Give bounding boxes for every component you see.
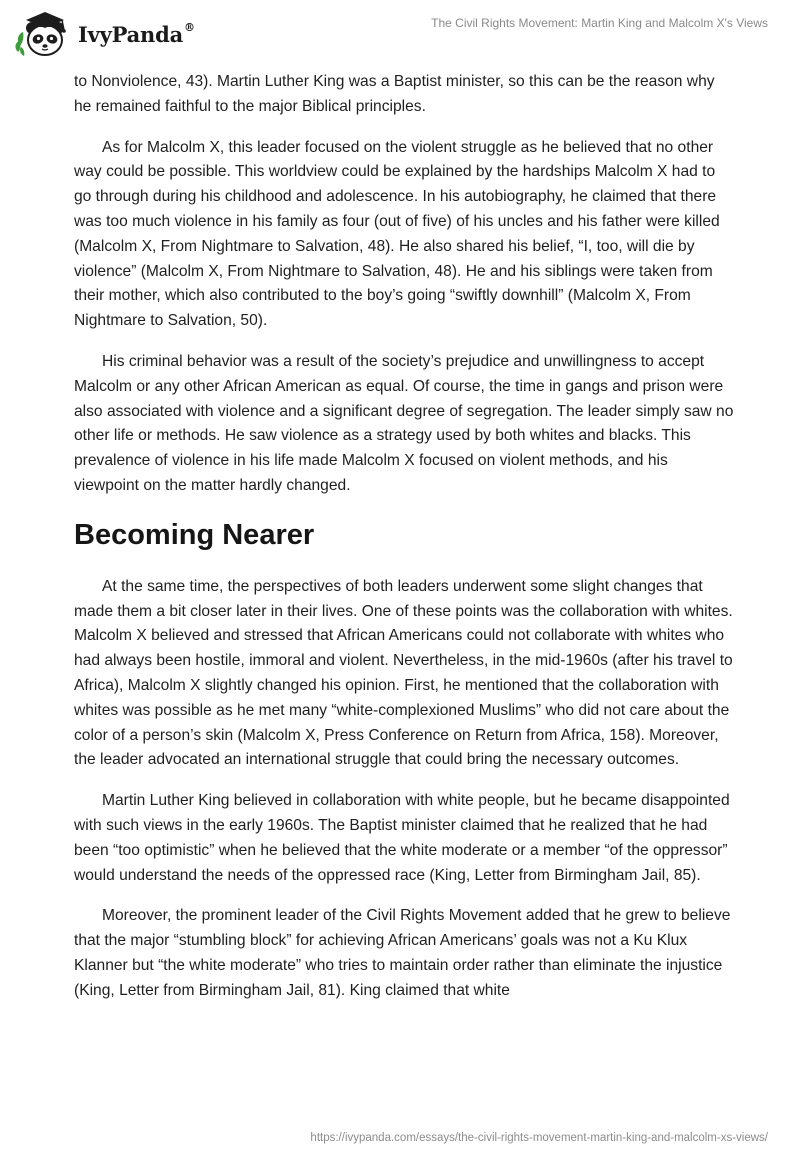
- paragraph: As for Malcolm X, this leader focused on the violent struggle as he believed that no other way could be possible. This worldview could be explained by the hardships Malcolm X had to go through during his childhood and adolescence. In his autobiography, he claimed that there was too much violence in his family as four (out of five) of his uncles and his father were killed (Malcolm X, From Nightmare to Salvation, 48). He also shared his belief, “I, too, will die by violence” (Malcolm X, From Nightmare to Salvation, 48). He and his siblings were taken from their mother, which also contributed to the boy’s going “swiftly downhill” (Malcolm X, From Nightmare to Salvation, 50).: [74, 138, 720, 330]
- paragraph: His criminal behavior was a result of the society’s prejudice and unwillingness to accept Malcolm or any other African American as equal. Of course, the time in gangs and prison were also associated with violence and a significant degree of segregation. The leader simply saw no other life or methods. He saw violence as a strategy used by both whites and blacks. This prevalence of violence in his life made Malcolm X focused on violent methods, and his viewpoint on the matter hardly changed.: [74, 352, 734, 494]
- essay-body: [74, 70, 734, 1020]
- paragraph: Moreover, the prominent leader of the Civil Rights Movement added that he grew to believe that the major “stumbling block” for achieving African Americans’ goals was not a Ku Klux Klanner but “the white moderate” who tries to maintain order rather than eliminate the injustice (King, Letter from Birmingham Jail, 81). King claimed that white: [74, 907, 731, 999]
- document-title: The Civil Rights Movement: Martin King and Malcolm X's Views: [431, 16, 768, 30]
- paragraph: At the same time, the perspectives of both leaders underwent some slight changes that made them a bit closer later in their lives. One of these points was the collaboration with whites. Malcolm X believed and stressed that African Americans could not collaborate with whites who had always been hostile, immoral and violent. Nevertheless, in the mid-1960s (after his travel to Africa), Malcolm X slightly changed his opinion. First, he mentioned that the collaboration with whites was possible as he met many “white-complexioned Muslims” who did not care about the color of a person’s skin (Malcolm X, Press Conference on Return from Africa, 158). Moreover, the leader advocated an international struggle that could bring the necessary outcomes.: [74, 577, 733, 769]
- source-url[interactable]: https://ivypanda.com/essays/the-civil-rights-movement-martin-king-and-malcolm-xs-views/: [310, 1132, 768, 1144]
- panda-graduate-icon: [14, 6, 76, 60]
- section-heading: Becoming Nearer: [74, 518, 315, 551]
- logo-wordmark: IvyPanda®: [78, 20, 195, 47]
- paragraph: Martin Luther King believed in collaboration with white people, but he became disappointed with such views in the early 1960s. The Baptist minister claimed that he realized that he had been “too optimistic” when he believed that the white moderate or a member “of the oppressor” would understand the needs of the oppressed race (King, Letter from Birmingham Jail, 85).: [74, 792, 730, 884]
- ivypanda-logo[interactable]: [14, 6, 195, 60]
- paragraph: to Nonviolence, 43). Martin Luther King was a Baptist minister, so this can be the reason why he remained faithful to the major Biblical principles.: [74, 73, 715, 115]
- page-header: [0, 0, 800, 70]
